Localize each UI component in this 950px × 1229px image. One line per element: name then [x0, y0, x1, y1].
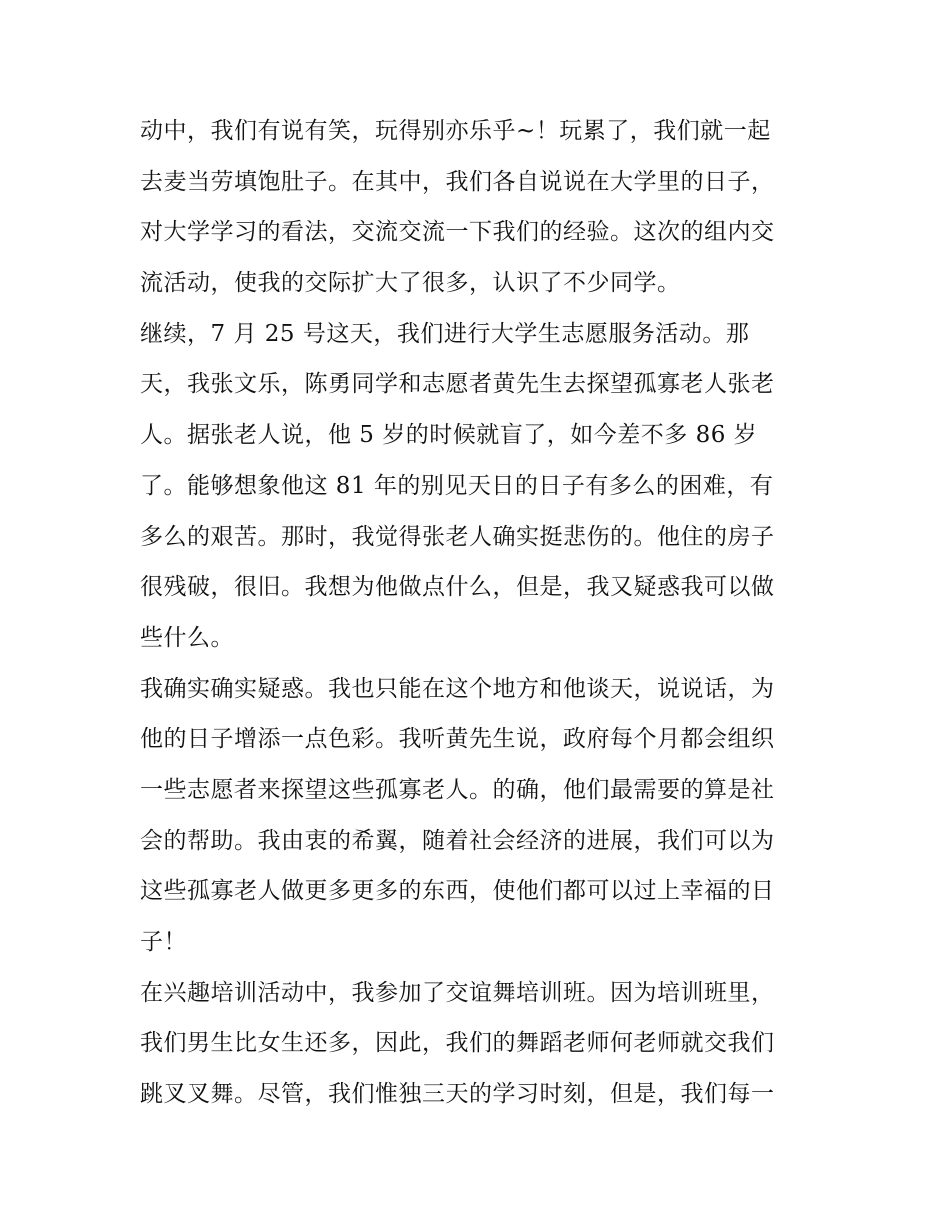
text-line: 在兴趣培训活动中，我参加了交谊舞培训班。因为培训班里， [140, 979, 775, 1006]
text-line: 动中，我们有说有笑，玩得别亦乐乎~！玩累了，我们就一起 [140, 118, 771, 144]
text-line: 人。据张老人说，他 5 岁的时候就盲了，如今差不多 86 岁 [140, 422, 758, 449]
text-line: 跳叉叉舞。尽管，我们惟独三天的学习时刻，但是，我们每一 [140, 1081, 775, 1108]
text-line: 了。能够想象他这 81 年的别见天日的日子有多么的困难，有 [140, 472, 774, 499]
text-line: 子！ [140, 929, 187, 955]
text-line: 继续，7 月 25 号这天，我们进行大学生志愿服务活动。那 [140, 320, 750, 347]
text-line: 我确实确实疑惑。我也只能在这个地方和他谈天，说说话，为 [140, 675, 775, 702]
text-line: 很残破，很旧。我想为他做点什么，但是，我又疑惑我可以做 [140, 574, 775, 601]
text-line: 对大学学习的看法，交流交流一下我们的经验。这次的组内交 [140, 219, 775, 246]
document-body [140, 106, 820, 1120]
text-line: 会的帮助。我由衷的希翼，随着社会经济的进展，我们可以为 [140, 827, 775, 854]
text-line: 这些孤寡老人做更多更多的东西，使他们都可以过上幸福的日 [140, 878, 775, 905]
text-line: 多么的艰苦。那时，我觉得张老人确实挺悲伤的。他住的房子 [140, 523, 775, 550]
text-line: 流活动，使我的交际扩大了很多，认识了不少同学。 [140, 270, 681, 297]
text-line: 去麦当劳填饱肚子。在其中，我们各自说说在大学里的日子， [140, 168, 775, 195]
text-line: 些什么。 [140, 624, 234, 651]
text-line: 他的日子增添一点色彩。我听黄先生说，政府每个月都会组织 [140, 726, 775, 753]
text-line: 我们男生比女生还多，因此，我们的舞蹈老师何老师就交我们 [140, 1030, 775, 1057]
text-line: 一些志愿者来探望这些孤寡老人。的确，他们最需要的算是社 [140, 776, 775, 803]
text-line: 天，我张文乐，陈勇同学和志愿者黄先生去探望孤寡老人张老 [140, 371, 775, 398]
